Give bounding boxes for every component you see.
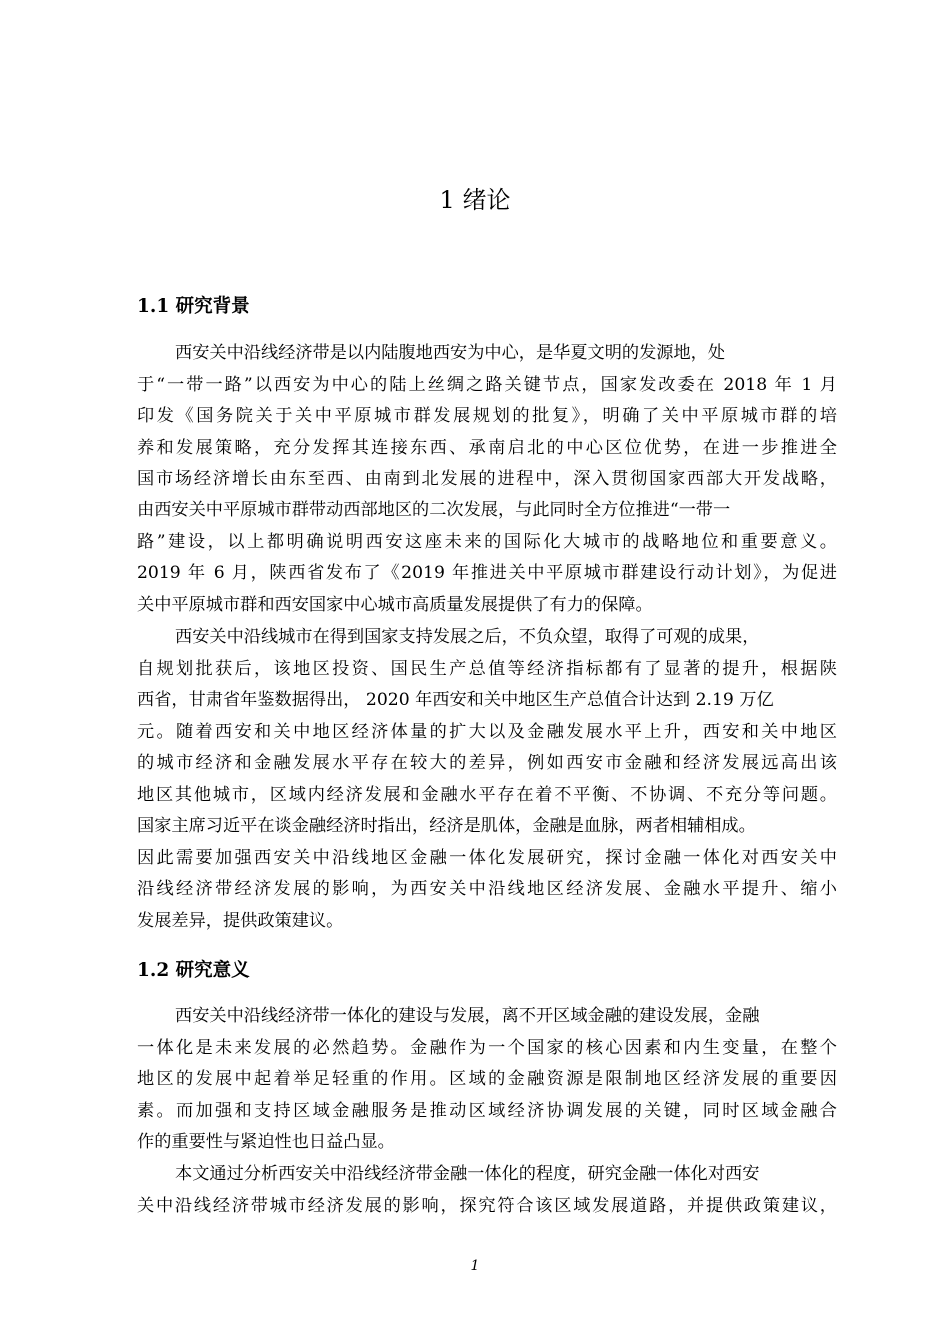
paragraph-line: 路”建设，以上都明确说明西安这座未来的国际化大城市的战略地位和重要意义。 bbox=[137, 532, 837, 552]
paragraph-line: 关中平原城市群和西安国家中心城市高质量发展提供了有力的保障。 bbox=[137, 595, 653, 615]
chapter-title: 1 绪论 bbox=[439, 186, 511, 214]
paragraph-line: 的城市经济和金融发展水平存在较大的差异，例如西安市金融和经济发展远高出该 bbox=[137, 753, 837, 773]
paragraph-line: 沿线经济带经济发展的影响，为西安关中沿线地区经济发展、金融水平提升、缩小 bbox=[137, 879, 837, 899]
paragraph-line: 本文通过分析西安关中沿线经济带金融一体化的程度，研究金融一体化对西安 bbox=[175, 1164, 760, 1184]
paragraph-line: 地区其他城市，区域内经济发展和金融水平存在着不平衡、不协调、不充分等问题。 bbox=[137, 785, 837, 805]
paragraph-line: 西安关中沿线经济带是以内陆腹地西安为中心，是华夏文明的发源地，处 bbox=[175, 343, 726, 363]
paragraph-line: 一体化是未来发展的必然趋势。金融作为一个国家的核心因素和内生变量，在整个 bbox=[137, 1038, 837, 1058]
paragraph-line: 国市场经济增长由东至西、由南到北发展的进程中，深入贯彻国家西部大开发战略， bbox=[137, 469, 837, 489]
paragraph-line: 地区的发展中起着举足轻重的作用。区域的金融资源是限制地区经济发展的重要因 bbox=[137, 1069, 837, 1089]
paragraph-line: 西安关中沿线经济带一体化的建设与发展，离不开区域金融的建设发展，金融 bbox=[175, 1006, 760, 1026]
paragraph-line: 自规划批获后，该地区投资、国民生产总值等经济指标都有了显著的提升，根据陕 bbox=[137, 659, 837, 679]
page-number: 1 bbox=[470, 1258, 480, 1274]
paragraph-line: 国家主席习近平在谈金融经济时指出，经济是肌体，金融是血脉，两者相辅相成。 bbox=[137, 816, 756, 836]
section-heading-1-2: 1.2 研究意义 bbox=[137, 960, 250, 981]
section-heading-1-1: 1.1 研究背景 bbox=[137, 296, 250, 317]
paragraph-line: 素。而加强和支持区域金融服务是推动区域经济协调发展的关键，同时区域金融合 bbox=[137, 1101, 837, 1121]
paragraph-line: 关中沿线经济带城市经济发展的影响，探究符合该区域发展道路，并提供政策建议， bbox=[137, 1196, 837, 1216]
paragraph-line: 于“一带一路”以西安为中心的陆上丝绸之路关键节点，国家发改委在 2018 年 1 月 bbox=[137, 375, 837, 395]
paragraph-line: 西省，甘肃省年鉴数据得出， 2020 年西安和关中地区生产总值合计达到 2.19 万亿 bbox=[137, 690, 774, 710]
paragraph-line: 元。随着西安和关中地区经济体量的扩大以及金融发展水平上升，西安和关中地区 bbox=[137, 722, 837, 742]
paragraph-line: 西安关中沿线城市在得到国家支持发展之后，不负众望，取得了可观的成果， bbox=[175, 627, 760, 647]
paragraph-line: 发展差异，提供政策建议。 bbox=[137, 911, 344, 931]
paragraph-line: 作的重要性与紧迫性也日益凸显。 bbox=[137, 1132, 395, 1152]
paragraph-line: 印发《国务院关于关中平原城市群发展规划的批复》，明确了关中平原城市群的培 bbox=[137, 406, 837, 426]
paragraph-line: 养和发展策略，充分发挥其连接东西、承南启北的中心区位优势，在进一步推进全 bbox=[137, 438, 837, 458]
paragraph-line: 因此需要加强西安关中沿线地区金融一体化发展研究，探讨金融一体化对西安关中 bbox=[137, 848, 837, 868]
paragraph-line: 2019 年 6 月，陕西省发布了《2019 年推进关中平原城市群建设行动计划》，为促进 bbox=[137, 563, 837, 583]
paragraph-line: 由西安关中平原城市群带动西部地区的二次发展，与此同时全方位推进“一带一 bbox=[137, 500, 731, 520]
